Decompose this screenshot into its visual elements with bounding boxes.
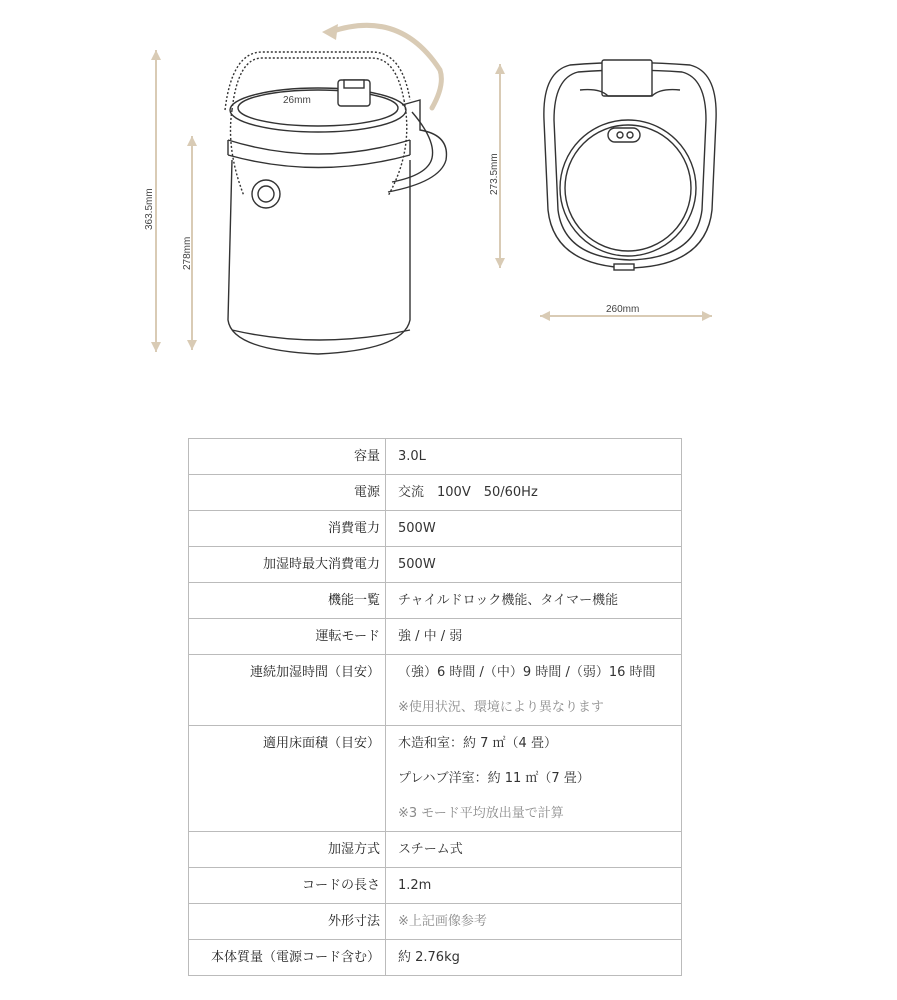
spec-row xyxy=(189,726,682,832)
spec-label-cell xyxy=(189,868,386,904)
spec-row xyxy=(189,511,682,547)
product-dimension-diagram xyxy=(0,0,897,400)
side-lid-width-label: 26mm xyxy=(283,95,311,106)
spec-row xyxy=(189,655,682,726)
spec-value-cell xyxy=(386,726,682,832)
spec-value-cell xyxy=(386,904,682,940)
spec-value-cell xyxy=(386,439,682,475)
spec-note: ※3 モード平均放出量で計算 xyxy=(398,806,564,821)
spec-value: 交流 100V 50/60Hz xyxy=(398,485,538,500)
spec-label: 消費電力 xyxy=(327,521,380,536)
spec-value-cell xyxy=(386,940,682,976)
spec-label: 機能一覧 xyxy=(327,593,380,608)
spec-label: 運転モード xyxy=(315,629,380,644)
spec-value: 1.2m xyxy=(398,878,432,893)
spec-label-cell xyxy=(189,655,386,726)
spec-row xyxy=(189,940,682,976)
spec-label: 加湿時最大消費電力 xyxy=(262,557,380,572)
spec-value-cell xyxy=(386,655,682,726)
spec-label-cell xyxy=(189,475,386,511)
top-depth-label: 273.5mm xyxy=(489,153,500,195)
spec-value: 強 / 中 / 弱 xyxy=(398,629,463,644)
spec-value-cell xyxy=(386,475,682,511)
spec-value: 約 2.76kg xyxy=(398,950,460,965)
spec-label: 加湿方式 xyxy=(327,842,380,857)
side-total-height-label: 363.5mm xyxy=(144,188,155,230)
spec-label-cell xyxy=(189,511,386,547)
spec-row xyxy=(189,583,682,619)
spec-value: プレハブ洋室：約 11 ㎡（7 畳） xyxy=(398,771,590,786)
spec-label: 本体質量（電源コード含む） xyxy=(210,950,380,965)
spec-label-cell xyxy=(189,904,386,940)
spec-value-cell xyxy=(386,868,682,904)
spec-label: 電源 xyxy=(353,485,380,500)
spec-row xyxy=(189,439,682,475)
spec-note: ※上記画像参考 xyxy=(398,914,487,929)
spec-label-cell xyxy=(189,940,386,976)
spec-label: 連続加湿時間（目安） xyxy=(249,665,380,680)
spec-value-cell xyxy=(386,832,682,868)
spec-label-cell xyxy=(189,726,386,832)
spec-value: 500W xyxy=(398,557,436,572)
spec-row xyxy=(189,868,682,904)
spec-value: チャイルドロック機能、タイマー機能 xyxy=(398,593,619,608)
spec-table xyxy=(188,438,682,976)
spec-label: 適用床面積（目安） xyxy=(262,736,380,751)
spec-label-cell xyxy=(189,832,386,868)
spec-value: 3.0L xyxy=(398,449,426,464)
spec-value-cell xyxy=(386,511,682,547)
spec-value: 木造和室：約 7 ㎡（4 畳） xyxy=(398,736,557,751)
spec-row xyxy=(189,904,682,940)
spec-row xyxy=(189,832,682,868)
spec-value: スチーム式 xyxy=(398,842,463,857)
spec-value-cell xyxy=(386,583,682,619)
spec-row xyxy=(189,619,682,655)
spec-row xyxy=(189,547,682,583)
spec-value: （強）6 時間 /（中）9 時間 /（弱）16 時間 xyxy=(398,665,656,680)
side-view-drawing xyxy=(225,24,446,354)
spec-row xyxy=(189,475,682,511)
spec-note: ※使用状況、環境により異なります xyxy=(398,700,604,715)
spec-label: 外形寸法 xyxy=(327,914,380,929)
spec-label-cell xyxy=(189,547,386,583)
spec-label-cell xyxy=(189,439,386,475)
spec-value-cell xyxy=(386,619,682,655)
spec-label: コードの長さ xyxy=(301,878,380,893)
spec-label-cell xyxy=(189,619,386,655)
spec-value: 500W xyxy=(398,521,436,536)
top-width-label: 260mm xyxy=(606,304,640,315)
top-view-drawing xyxy=(544,60,716,270)
spec-value-cell xyxy=(386,547,682,583)
side-body-height-label: 278mm xyxy=(182,236,193,270)
spec-label: 容量 xyxy=(353,449,380,464)
spec-label-cell xyxy=(189,583,386,619)
spec-table-body xyxy=(189,439,682,976)
